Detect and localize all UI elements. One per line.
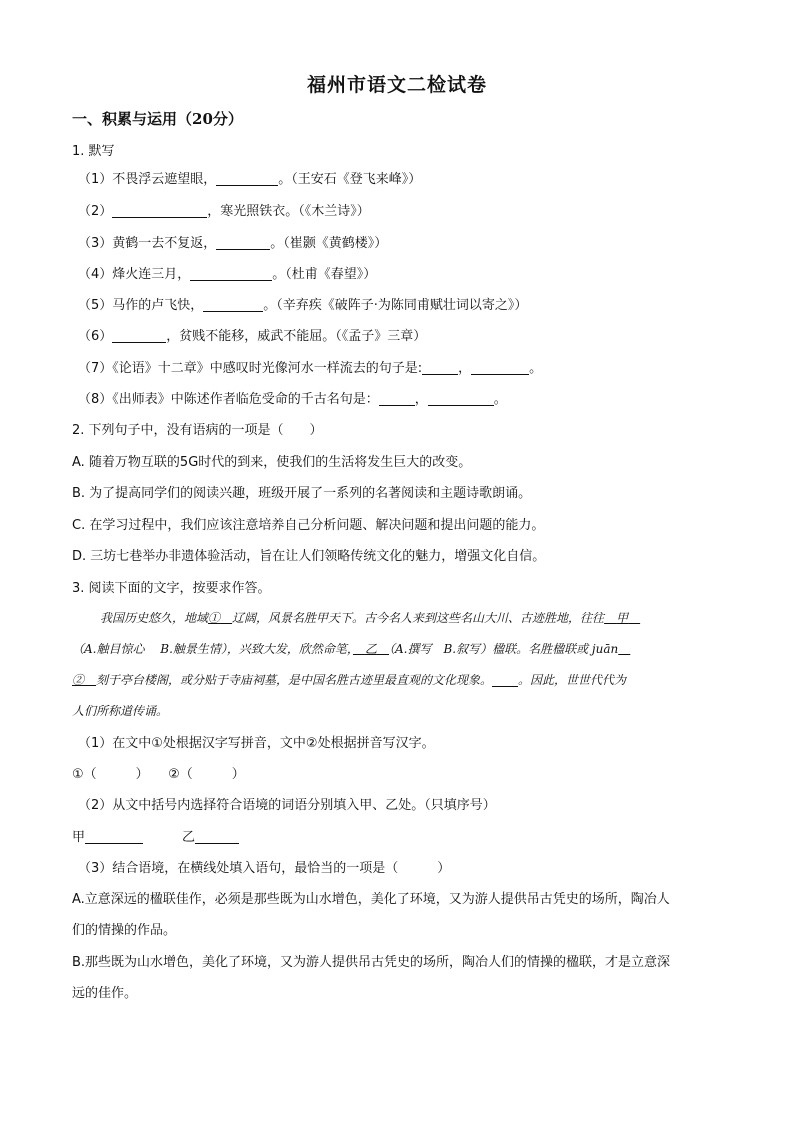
- q3-heading: 3. 阅读下面的文字，按要求作答。: [72, 581, 271, 596]
- q1-item-8: （8）《出师表》中陈述作者临危受命的千古名句是： ， 。: [78, 392, 507, 407]
- passage-line-4: 人们所称道传诵。: [72, 704, 169, 718]
- answer-blank[interactable]: [428, 391, 494, 406]
- answer-blank[interactable]: [216, 235, 270, 250]
- answer-blank[interactable]: [112, 328, 166, 343]
- q1-item-5: （5）马作的卢飞快， 。（辛弃疾《破阵子·为陈同甫赋壮词以寄之》）: [78, 298, 528, 313]
- q1-item-2: （2） ，寒光照铁衣。（《木兰诗》）: [78, 204, 370, 219]
- q3-sub3: （3）结合语境，在横线处填入语句，最恰当的一项是（ ）: [78, 861, 451, 876]
- answer-blank[interactable]: [422, 360, 458, 375]
- answer-blank[interactable]: [216, 171, 278, 186]
- q3-sub1: （1）在文中①处根据汉字写拼音，文中②处根据拼音写汉字。: [78, 736, 435, 751]
- q2-option-b: B. 为了提高同学们的阅读兴趣，班级开展了一系列的名著阅读和主题诗歌朗诵。: [72, 486, 532, 501]
- q2-option-d: D. 三坊七巷举办非遗体验活动，旨在让人们领略传统文化的魅力，增强文化自信。: [72, 549, 546, 564]
- q1-heading: 1. 默写: [72, 144, 115, 159]
- q3-option-b-line-1: B.那些既为山水增色，美化了环境，又为游人提供吊古凭史的场所，陶冶人们的情操的楹联，才是立意深: [72, 955, 671, 970]
- page-title: 福州市语文二检试卷: [306, 74, 487, 96]
- answer-blank[interactable]: [379, 391, 415, 406]
- answer-blank[interactable]: [195, 829, 239, 844]
- q1-item-6: （6） ，贫贱不能移，威武不能屈。（《孟子》三章）: [78, 329, 427, 344]
- answer-blank[interactable]: [203, 297, 263, 312]
- q3-option-a-line-1: A.立意深远的楹联佳作，必须是那些既为山水增色，美化了环境，又为游人提供吊古凭史的场所，陶冶人: [72, 892, 670, 907]
- section-heading: 一、积累与运用（20分）: [72, 110, 243, 128]
- q1-item-7: （7）《论语》十二章》中感叹时光像河水一样流去的句子是: ， 。: [78, 361, 543, 376]
- q1-item-4: （4）烽火连三月， 。（杜甫《春望》）: [78, 267, 377, 282]
- answer-blank[interactable]: [190, 266, 272, 281]
- passage-line-3: ② 刻于亭台楼阁，或分贴于寺庙祠墓，是中国名胜古迹里最直观的文化现象。 。因此，世世代代为: [72, 673, 627, 687]
- q2-option-c: C. 在学习过程中，我们应该注意培养自己分析问题、解决问题和提出问题的能力。: [72, 518, 545, 533]
- q1-item-1: （1）不畏浮云遮望眼， 。（王安石《登飞来峰》）: [78, 172, 422, 187]
- q3-sub1-answer: ①（ ） ②（ ）: [72, 767, 245, 782]
- q3-option-a-line-2: 们的情操的作品。: [72, 923, 177, 938]
- passage-line-2: （A.触目惊心 B.触景生情），兴致大发，欣然命笔， 乙 （A.撰写 B.叙写）楹联。名胜楹联或 juān: [72, 642, 619, 656]
- answer-blank[interactable]: [492, 672, 518, 687]
- answer-blank[interactable]: [112, 203, 207, 218]
- answer-blank[interactable]: [85, 829, 143, 844]
- q3-option-b-line-2: 远的佳作。: [72, 986, 138, 1001]
- q2-heading: 2. 下列句子中，没有语病的一项是（ ）: [72, 423, 323, 438]
- answer-blank[interactable]: [471, 360, 529, 375]
- passage-line-1: 我国历史悠久，地域① 辽阔，风景名胜甲天下。古今名人来到这些名山大川、古迹胜地，往往 甲: [100, 611, 629, 625]
- q3-sub2-answer: 甲 乙: [72, 829, 239, 847]
- q3-sub2: （2）从文中括号内选择符合语境的词语分别填入甲、乙处。（只填序号）: [78, 798, 496, 813]
- q1-item-3: （3）黄鹤一去不复返， 。（崔颢《黄鹤楼》）: [78, 236, 388, 251]
- q2-option-a: A. 随着万物互联的5G时代的到来，使我们的生活将发生巨大的改变。: [72, 455, 472, 470]
